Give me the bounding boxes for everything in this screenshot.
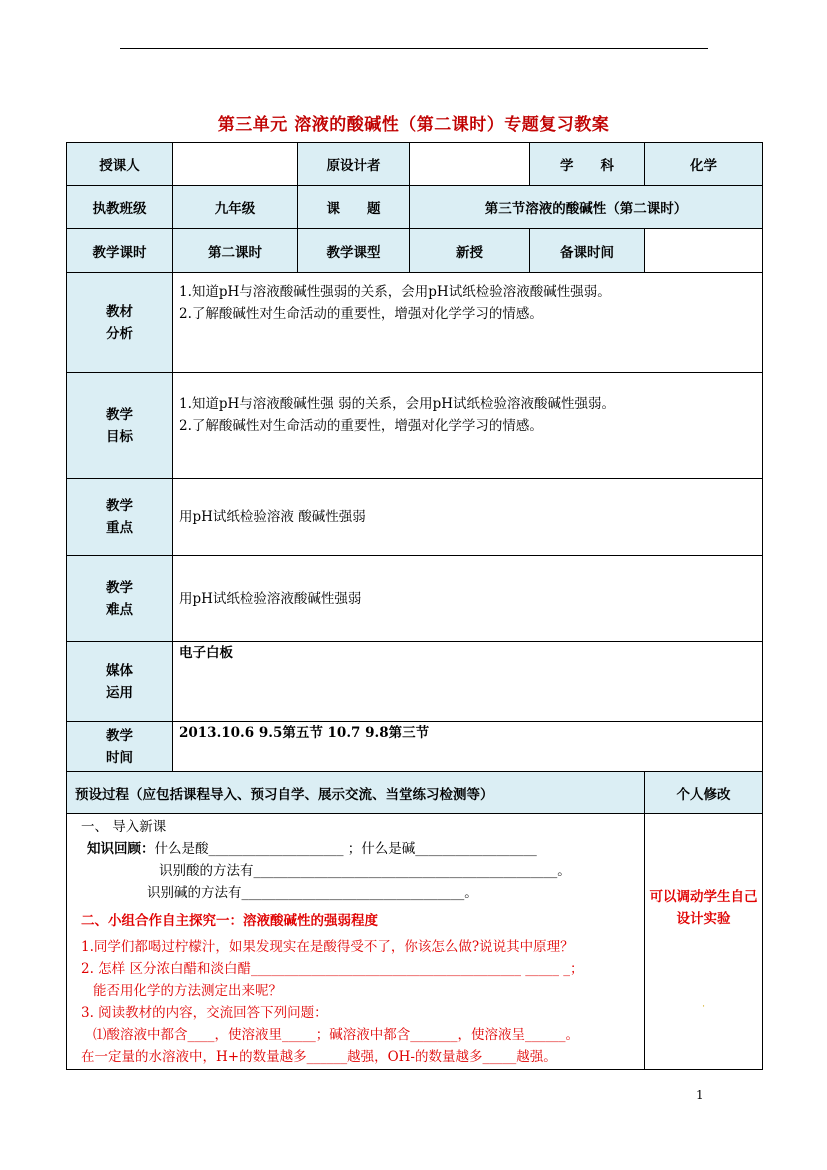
section-label — [67, 479, 173, 556]
section-label-line2: 时间 — [106, 749, 133, 766]
revise-dot: · — [702, 1002, 705, 1012]
class-label: 执教班级 — [67, 186, 173, 229]
section-row-media — [67, 642, 763, 722]
header-rule — [120, 48, 708, 49]
section-label-line2: 运用 — [106, 684, 133, 701]
section-label-line2: 目标 — [106, 428, 133, 445]
revise-note-line2: 设计实验 — [676, 911, 731, 927]
content-line: 1.知道pH与溶液酸碱性强 弱的关系，会用pH试纸检验溶液酸碱性强弱。 — [179, 396, 616, 412]
lesson-line-text: 什么是酸____________________ ；什么是碱__________________ — [154, 841, 537, 857]
designer-label: 原设计者 — [298, 143, 410, 186]
info-row-2 — [67, 186, 763, 229]
section-label-line1: 教学 — [106, 406, 133, 423]
section-label-line2: 分析 — [106, 325, 133, 342]
class-value: 九年级 — [173, 186, 298, 229]
section-row-goals — [67, 373, 763, 479]
lesson-line: 二、小组合作自主探究一：溶液酸碱性的强弱程度 — [81, 913, 378, 929]
process-content — [67, 814, 645, 1070]
process-body-row — [67, 814, 763, 1070]
content-line: 2013.10.6 9.5第五节 10.7 9.8第三节 — [179, 725, 430, 741]
designer-value — [410, 143, 530, 186]
section-content — [173, 479, 763, 556]
section-label — [67, 373, 173, 479]
section-content — [173, 273, 763, 373]
content-line: 1.知道pH与溶液酸碱性强弱的关系，会用pH试纸检验溶液酸碱性强弱。 — [179, 284, 611, 300]
section-row-difficulty — [67, 556, 763, 642]
lesson-line-prefix: 知识回顾： — [87, 841, 155, 857]
lesson-line: 能否用化学的方法测定出来呢？ — [93, 983, 282, 999]
lesson-line: ⑴酸溶液中都含____，使溶液里_____；碱溶液中都含_______，使溶液呈______。 — [93, 1027, 579, 1043]
section-label-line1: 教学 — [106, 498, 133, 514]
section-content — [173, 642, 763, 722]
lesson-line: 1.同学们都喝过柠檬汁，如果发现实在是酸得受不了，你该怎么做?说说其中原理？ — [81, 939, 574, 955]
period-label: 教学课时 — [67, 229, 173, 273]
content-line: 2.了解酸碱性对生命活动的重要性，增强对化学学习的情感。 — [179, 306, 543, 322]
subject-label: 学 科 — [530, 143, 645, 186]
subject-value: 化学 — [645, 143, 763, 186]
lesson-line: 识别酸的方法有_____________________________________________。 — [159, 863, 571, 879]
lesson-line: 2. 怎样 区分浓白醋和淡白醋________________________________________ _____ _； — [81, 961, 584, 977]
lesson-plan-table — [66, 142, 763, 1070]
section-label — [67, 556, 173, 642]
page-number: 1 — [696, 1088, 704, 1102]
revise-note-line1: 可以调动学生自己 — [649, 889, 758, 905]
lesson-line: 3. 阅读教材的内容，交流回答下列问题： — [81, 1005, 328, 1021]
section-label-line2: 难点 — [106, 601, 133, 618]
section-content — [173, 722, 763, 772]
section-label — [67, 722, 173, 772]
section-row-material — [67, 273, 763, 373]
content-line: 用pH试纸检验溶液酸碱性强弱 — [179, 590, 362, 607]
prep-label: 备课时间 — [530, 229, 645, 273]
section-row-key-point — [67, 479, 763, 556]
document-title: 第三单元 溶液的酸碱性（第二课时）专题复习教案 — [217, 115, 610, 135]
info-row-1 — [67, 143, 763, 186]
section-content — [173, 373, 763, 479]
lesson-line: 识别碱的方法有_________________________________。 — [147, 885, 478, 901]
section-row-time — [67, 722, 763, 772]
section-label-line2: 重点 — [106, 520, 133, 536]
content-line: 2.了解酸碱性对生命活动的重要性，增强对化学学习的情感。 — [179, 418, 543, 434]
prep-value — [645, 229, 763, 273]
section-label-line1: 教学 — [106, 579, 133, 596]
info-row-3 — [67, 229, 763, 273]
section-label-line1: 媒体 — [106, 662, 133, 679]
topic-label: 课 题 — [298, 186, 410, 229]
section-content — [173, 556, 763, 642]
process-header: 预设过程（应包括课程导入、预习自学、展示交流、当堂练习检测等） — [67, 772, 645, 814]
content-line: 用pH试纸检验溶液 酸碱性强弱 — [179, 509, 366, 525]
type-label: 教学课型 — [298, 229, 410, 273]
lesson-line — [75, 838, 638, 860]
section-label — [67, 642, 173, 722]
topic-value: 第三节溶液的酸碱性（第二课时） — [410, 186, 763, 229]
content-line: 电子白板 — [179, 645, 233, 661]
section-label — [67, 273, 173, 373]
process-header-row — [67, 772, 763, 814]
lesson-line: 一、 导入新课 — [81, 819, 167, 835]
lesson-line: 在一定量的水溶液中，H+的数量越多______越强，OH-的数量越多_____越强。 — [81, 1049, 557, 1065]
type-value: 新授 — [410, 229, 530, 273]
section-label-line1: 教学 — [106, 727, 133, 744]
section-label-line1: 教材 — [106, 303, 133, 320]
teacher-value — [173, 143, 298, 186]
revise-header: 个人修改 — [645, 772, 763, 814]
teacher-label: 授课人 — [67, 143, 173, 186]
period-value: 第二课时 — [173, 229, 298, 273]
revise-content — [645, 814, 763, 1070]
